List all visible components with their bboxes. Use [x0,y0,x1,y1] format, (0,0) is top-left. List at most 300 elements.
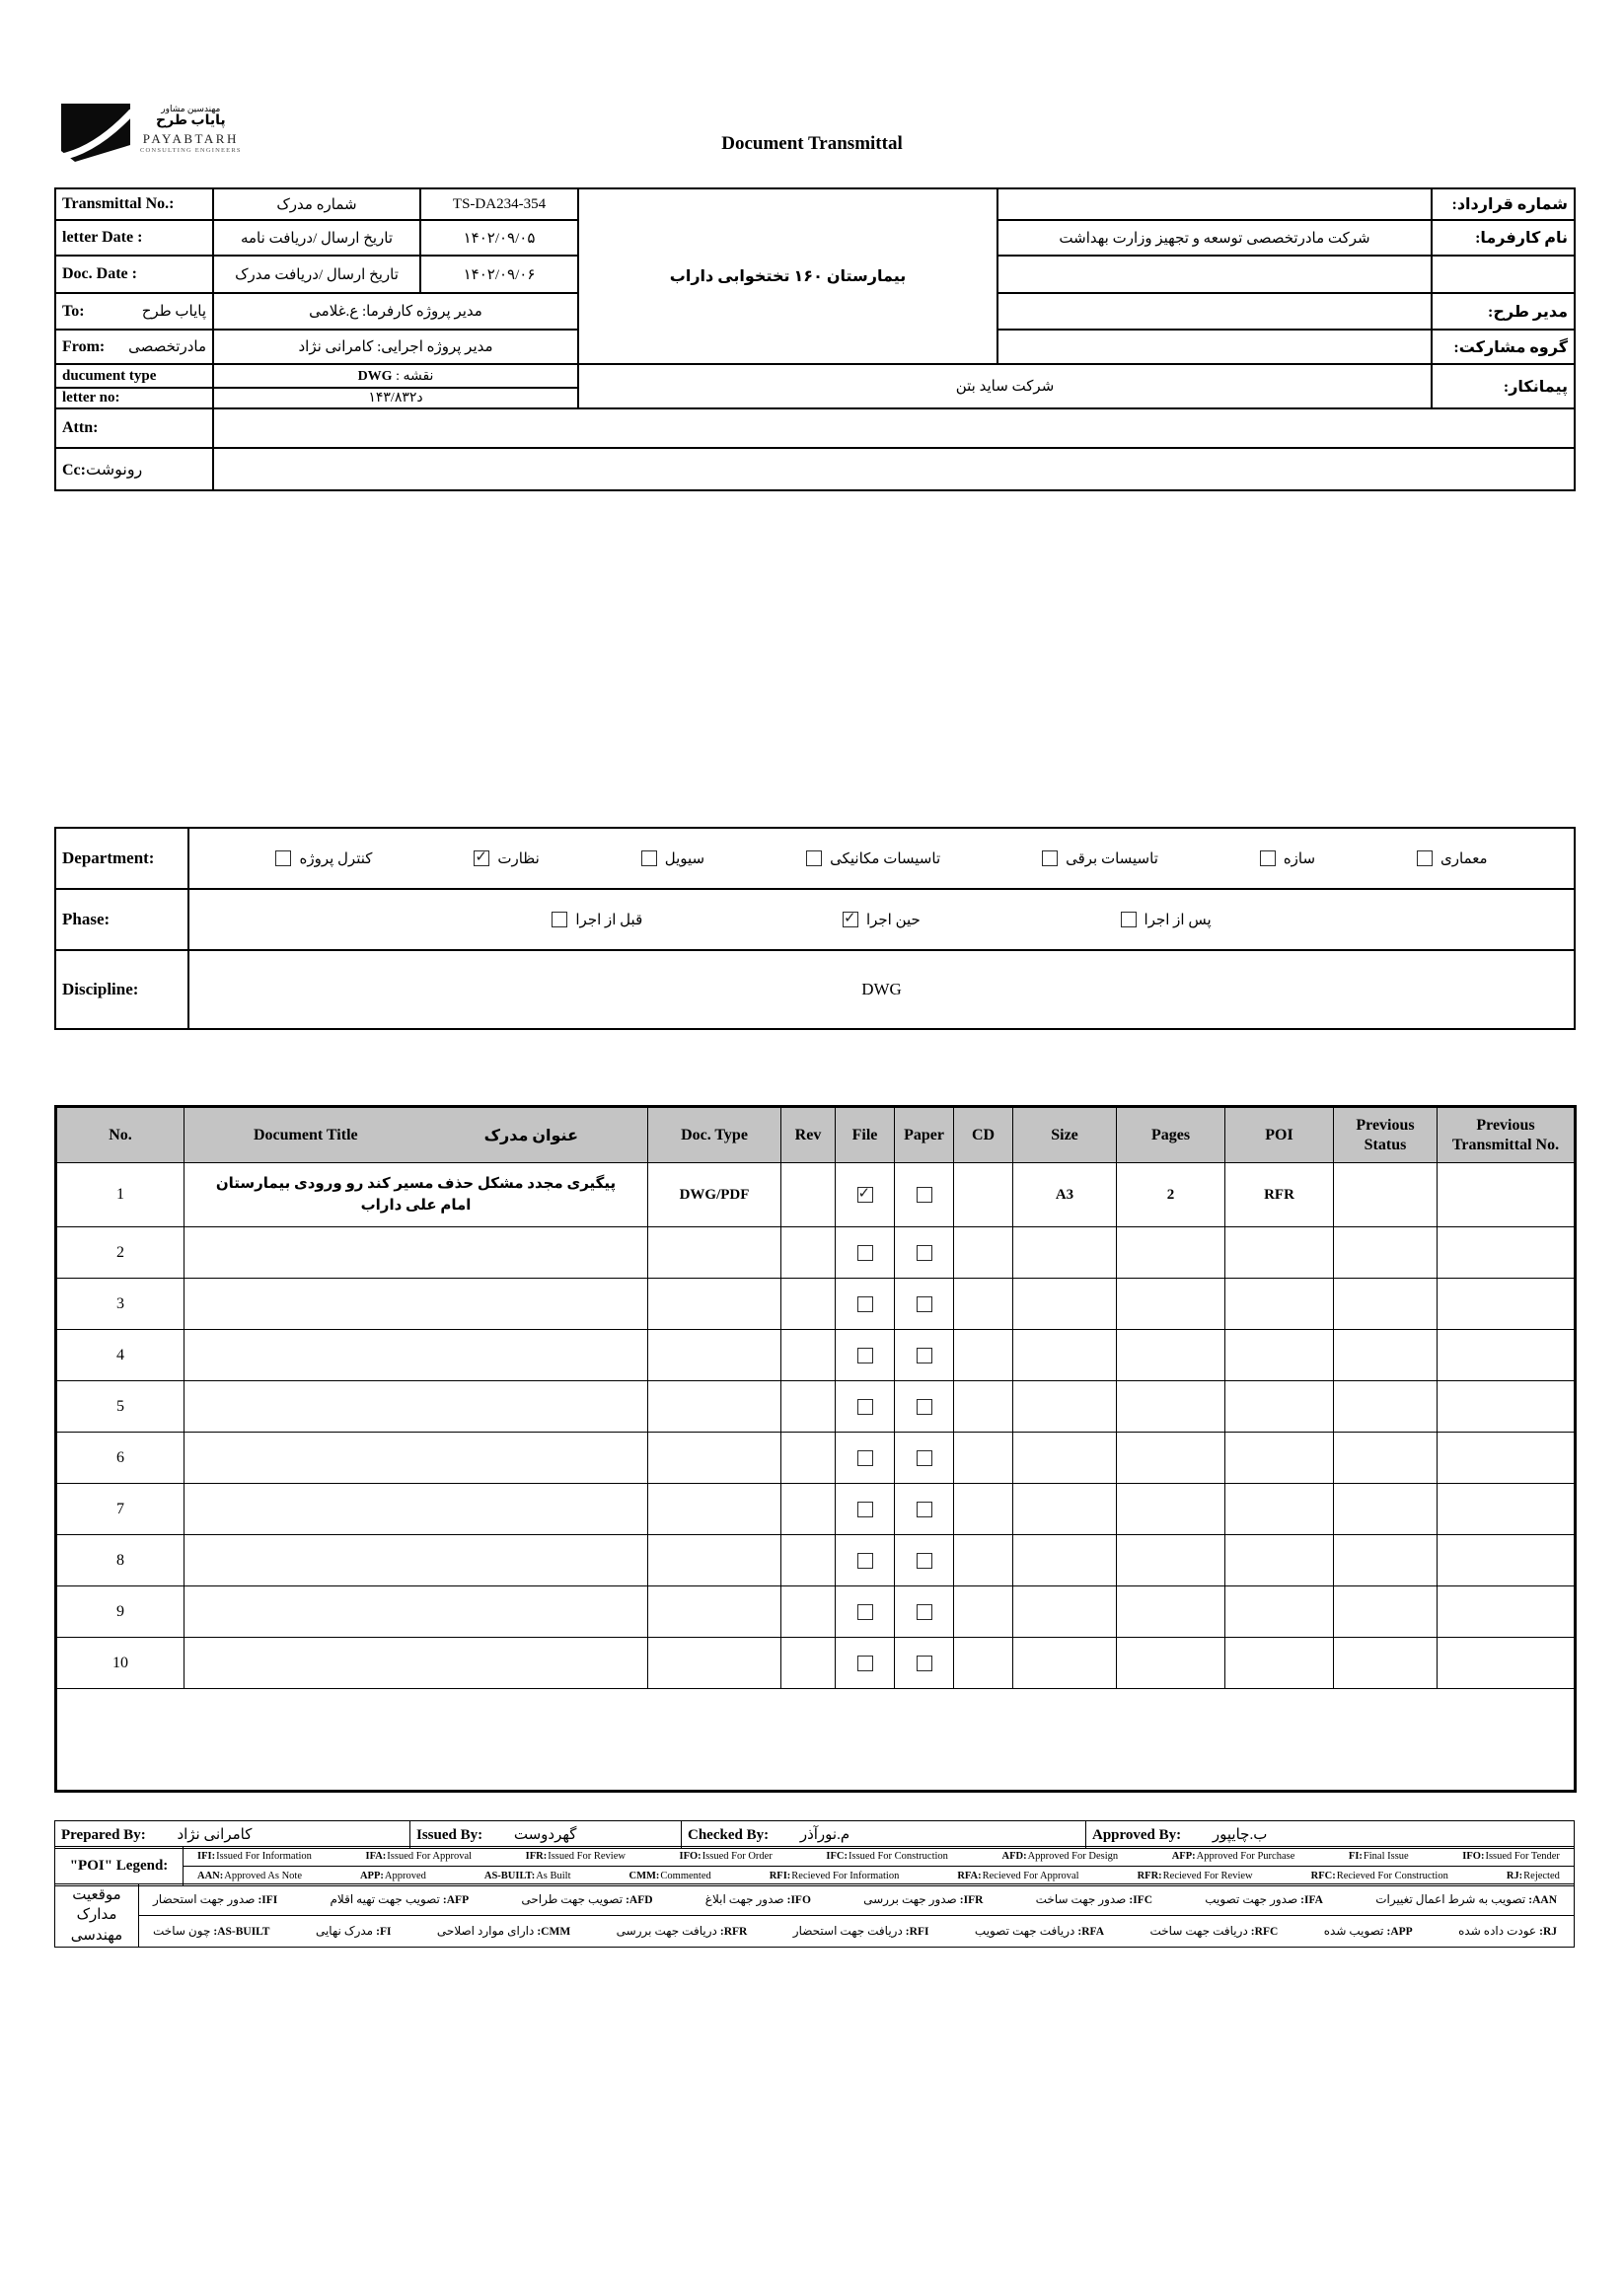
transmittal-no-value: TS-DA234-354 [420,188,578,220]
doc-size [1013,1279,1117,1330]
col-header-pages: Pages [1117,1107,1225,1163]
doc-rev [781,1279,836,1330]
doc-title [185,1279,648,1330]
doc-prev-transmittal [1438,1638,1576,1689]
document-row [56,1330,1576,1381]
cc-fa-label: رونوشت [85,461,143,479]
doc-pages [1117,1227,1225,1279]
doc-prev-status [1334,1163,1438,1227]
paper-checkbox[interactable] [917,1502,932,1517]
doc-prev-transmittal [1438,1433,1576,1484]
department-checkbox[interactable] [1417,850,1433,866]
legend-item: IFO:صدور جهت ابلاغ [704,1891,811,1906]
doc-pages [1117,1381,1225,1433]
doc-no: 7 [56,1484,185,1535]
doc-type [648,1227,781,1279]
legend-item: AAN:تصویب به شرط اعمال تغییرات [1375,1891,1557,1906]
client-pm-label: مدیر پروژه کارفرما: [361,304,482,320]
department-option-label: سیویل [664,850,705,867]
approved-by-value: ب.چایپور [1212,1827,1268,1843]
empty-label-cell [1432,256,1575,293]
doc-poi: RFR [1225,1163,1334,1227]
doc-size [1013,1227,1117,1279]
department-option [275,849,372,868]
paper-checkbox[interactable] [917,1604,932,1620]
approved-by-cell [1086,1821,1575,1849]
fa-legend-label: موقعیت مدارک مهندسی [55,1884,139,1948]
attn-label: Attn: [55,408,213,448]
poi-legend-table [54,1846,1575,1886]
doc-no: 9 [56,1586,185,1638]
legend-item: IFI:Issued For Information [197,1851,312,1862]
doc-paper-cell [895,1586,954,1638]
col-header-size: Size [1013,1107,1117,1163]
file-checkbox[interactable] [857,1348,873,1363]
department-option [1042,849,1158,868]
department-option-label: معماری [1440,850,1488,867]
doc-rev [781,1227,836,1279]
doc-poi [1225,1638,1334,1689]
legend-item: RFC:دریافت جهت ساخت [1149,1923,1279,1938]
client-pm-value: ع.غلامی [309,304,359,320]
legend-item: FI:مدرک نهایی [315,1923,392,1938]
logo-persian-line1: مهندسین مشاور [161,104,221,113]
doc-file-cell [836,1330,895,1381]
from-label: From: [62,337,106,355]
legend-item: RJ:عودت داده شده [1458,1923,1557,1938]
phase-options-cell [188,889,1575,950]
signoff-table [54,1820,1575,1849]
poi-legend-row1 [184,1847,1575,1867]
department-option [641,849,704,868]
doc-paper-cell [895,1227,954,1279]
file-checkbox[interactable] [857,1553,873,1569]
legend-item: AFD:Approved For Design [1001,1851,1119,1862]
col-header-title-fa: عنوان مدرک [483,1127,578,1144]
doc-file-cell [836,1433,895,1484]
phase-option-label: حین اجرا [865,912,921,928]
doc-prev-transmittal [1438,1586,1576,1638]
col-header-prev-status: Previous Status [1334,1107,1438,1163]
legend-item: RFR:Recieved For Review [1137,1871,1253,1881]
doc-title [185,1535,648,1586]
document-row [56,1163,1576,1227]
doc-cd [954,1638,1013,1689]
doc-paper-cell [895,1381,954,1433]
legend-item: RFC:Recieved For Construction [1310,1871,1448,1881]
legend-item: AAN:Approved As Note [197,1871,302,1881]
legend-item: AFP:تصویب جهت تهیه اقلام [330,1891,470,1906]
doc-file-cell [836,1484,895,1535]
doc-prev-status [1334,1638,1438,1689]
doc-prev-status [1334,1586,1438,1638]
file-checkbox[interactable] [857,1604,873,1620]
document-row [56,1279,1576,1330]
doc-paper-cell [895,1433,954,1484]
phase-options [195,911,1568,929]
doc-cd [954,1586,1013,1638]
doc-pages: 2 [1117,1163,1225,1227]
department-option [1260,849,1315,868]
contract-no-label: شماره قرارداد: [1432,188,1575,220]
doc-no: 10 [56,1638,185,1689]
document-type-value: DWG [357,368,393,384]
document-row [56,1227,1576,1279]
col-header-rev: Rev [781,1107,836,1163]
doc-size [1013,1535,1117,1586]
doc-title [185,1484,648,1535]
from-cell [55,330,213,364]
client-name-label: نام کارفرما: [1432,220,1575,256]
doc-type [648,1381,781,1433]
paper-checkbox[interactable] [917,1553,932,1569]
doc-no: 4 [56,1330,185,1381]
doc-rev [781,1433,836,1484]
doc-prev-status [1334,1330,1438,1381]
client-name-value: شرکت مادرتخصصی توسعه و تجهیز وزارت بهداشت [997,220,1432,256]
col-header-paper: Paper [895,1107,954,1163]
legend-item: IFC:Issued For Construction [826,1851,948,1862]
logo-subtitle: CONSULTING ENGINEERS [140,147,242,155]
doc-pages [1117,1638,1225,1689]
doc-no: 8 [56,1535,185,1586]
doc-paper-cell [895,1330,954,1381]
legend-item: RFA:Recieved For Approval [957,1871,1079,1881]
doc-file-cell [836,1586,895,1638]
department-checkbox[interactable] [1042,850,1058,866]
doc-no: 3 [56,1279,185,1330]
department-options-cell [188,828,1575,889]
doc-poi [1225,1484,1334,1535]
document-type-cell [213,364,578,388]
letter-no-value: د۱۴۳/۸۳۲ [213,388,578,408]
doc-cd [954,1381,1013,1433]
doc-prev-transmittal [1438,1330,1576,1381]
doc-file-cell [836,1638,895,1689]
doc-file-cell [836,1163,895,1227]
legend-item: CMM:دارای موارد اصلاحی [436,1923,571,1938]
file-checkbox[interactable] [857,1399,873,1415]
department-checkbox[interactable] [474,850,489,866]
doc-rev [781,1535,836,1586]
doc-title [185,1330,648,1381]
document-row [56,1586,1576,1638]
phase-checkbox[interactable] [843,912,858,927]
file-checkbox[interactable] [857,1656,873,1671]
document-row [56,1638,1576,1689]
legend-item: APP:تصویب شده [1323,1923,1413,1938]
contract-no-value [997,188,1432,220]
doc-poi [1225,1381,1334,1433]
doc-no: 2 [56,1227,185,1279]
paper-checkbox[interactable] [917,1296,932,1312]
doc-prev-status [1334,1433,1438,1484]
paper-checkbox[interactable] [917,1399,932,1415]
paper-checkbox[interactable] [917,1348,932,1363]
doc-title [185,1638,648,1689]
legend-item: RJ:Rejected [1506,1871,1560,1881]
checked-by-cell [682,1821,1086,1849]
doc-title [185,1227,648,1279]
legend-item: IFO:Issued For Tender [1462,1851,1560,1862]
phase-option [843,911,921,929]
doc-cd [954,1227,1013,1279]
doc-prev-status [1334,1279,1438,1330]
doc-poi [1225,1279,1334,1330]
doc-prev-transmittal [1438,1381,1576,1433]
legend-item: RFI:Recieved For Information [769,1871,900,1881]
document-row [56,1381,1576,1433]
doc-date-label: Doc. Date : [55,256,213,293]
col-header-file: File [836,1107,895,1163]
legend-item: IFR:Issued For Review [525,1851,626,1862]
legend-item: RFI:دریافت جهت استحضار [792,1923,929,1938]
paper-checkbox[interactable] [917,1187,932,1203]
doc-type [648,1535,781,1586]
col-header-no: No. [56,1107,185,1163]
doc-pages [1117,1535,1225,1586]
legend-item: IFO:Issued For Order [679,1851,773,1862]
department-label: Department: [55,828,188,889]
discipline-label: Discipline: [55,950,188,1029]
to-cell [55,293,213,330]
phase-option-label: پس از اجرا [1144,912,1212,928]
doc-prev-transmittal [1438,1227,1576,1279]
doc-cd [954,1535,1013,1586]
doc-poi [1225,1586,1334,1638]
doc-cd [954,1330,1013,1381]
doc-type [648,1638,781,1689]
doc-poi [1225,1535,1334,1586]
department-option-label: نظارت [497,850,540,867]
checked-by-label: Checked By: [688,1827,770,1843]
doc-type [648,1433,781,1484]
paper-checkbox[interactable] [917,1450,932,1466]
poi-legend-label: "POI" Legend: [55,1847,184,1886]
doc-poi [1225,1433,1334,1484]
exec-pm-value: کامرانی نژاد [298,339,374,355]
doc-poi [1225,1227,1334,1279]
legend-item: IFC:صدور جهت ساخت [1035,1891,1153,1906]
doc-file-cell [836,1381,895,1433]
project-name: بیمارستان ۱۶۰ تختخوابی داراب [578,188,997,364]
exec-pm-cell [213,330,578,364]
doc-paper-cell [895,1484,954,1535]
doc-title [185,1586,648,1638]
page-title: Document Transmittal [721,133,903,154]
doc-pages [1117,1586,1225,1638]
legend-item: IFA:Issued For Approval [365,1851,473,1862]
legend-item: AS-BUILT:چون ساخت [153,1923,270,1938]
letter-no-label: letter no: [55,388,213,408]
department-option-label: سازه [1283,850,1316,867]
legend-item: IFA:صدور جهت تصویب [1205,1891,1323,1906]
letter-date-label: letter Date : [55,220,213,256]
attn-value [213,408,1575,448]
logo-persian-line2: پایاب طرح [156,113,226,129]
partnership-label: گروه مشارکت: [1432,330,1575,364]
doc-prev-transmittal [1438,1279,1576,1330]
col-header-poi: POI [1225,1107,1334,1163]
department-option [474,849,539,868]
col-header-title-en: Document Title [254,1126,358,1143]
department-options [195,849,1568,868]
doc-file-cell [836,1227,895,1279]
client-pm-cell [213,293,578,330]
to-label: To: [62,302,85,320]
paper-checkbox[interactable] [917,1656,932,1671]
doc-cd [954,1484,1013,1535]
doc-cd [954,1279,1013,1330]
doc-type [648,1484,781,1535]
letter-date-fa-label: تاریخ ارسال /دریافت نامه [213,220,420,256]
legend-item: APP:Approved [359,1871,426,1881]
issued-by-label: Issued By: [416,1827,483,1843]
col-header-doc-type: Doc. Type [648,1107,781,1163]
project-manager-label: مدیر طرح: [1432,293,1575,330]
document-row [56,1535,1576,1586]
doc-pages [1117,1484,1225,1535]
doc-size: A3 [1013,1163,1117,1227]
doc-rev [781,1330,836,1381]
doc-type [648,1586,781,1638]
doc-type [648,1330,781,1381]
cc-label: Cc: [62,461,86,479]
doc-paper-cell [895,1163,954,1227]
doc-rev [781,1381,836,1433]
doc-pages [1117,1433,1225,1484]
file-checkbox[interactable] [857,1245,873,1261]
document-type-fa-label: نقشه : [396,368,434,384]
doc-paper-cell [895,1535,954,1586]
prepared-by-cell [55,1821,410,1849]
doc-date-value: ۱۴۰۲/۰۹/۰۶ [420,256,578,293]
legend-item: IFR:صدور جهت بررسی [863,1891,984,1906]
legend-item: RFA:دریافت جهت تصویب [974,1923,1105,1938]
doc-prev-status [1334,1381,1438,1433]
doc-poi [1225,1330,1334,1381]
doc-size [1013,1586,1117,1638]
file-checkbox[interactable] [857,1450,873,1466]
file-checkbox[interactable] [857,1187,873,1203]
doc-rev [781,1586,836,1638]
doc-no: 5 [56,1381,185,1433]
doc-prev-status [1334,1227,1438,1279]
doc-size [1013,1638,1117,1689]
doc-file-cell [836,1535,895,1586]
department-checkbox[interactable] [806,850,822,866]
doc-title: پیگیری مجدد مشکل حذف مسیر کند رو ورودی بیمارستان امام علی داراب [185,1163,648,1227]
empty-cell [997,256,1432,293]
doc-pages [1117,1330,1225,1381]
legend-item: CMM:Commented [628,1871,711,1881]
doc-pages [1117,1279,1225,1330]
phase-checkbox[interactable] [1121,912,1137,927]
to-value: پایاب طرح [141,304,206,320]
doc-no: 6 [56,1433,185,1484]
doc-cd [954,1163,1013,1227]
col-header-prev-transmittal: Previous Transmittal No. [1438,1107,1576,1163]
from-value: مادرتخصصی [128,339,206,355]
legend-item: FI:Final Issue [1348,1851,1409,1862]
logo-company-name: PAYABTARH [142,131,239,147]
documents-table [54,1105,1577,1793]
fa-legend-table [54,1883,1575,1948]
doc-prev-transmittal [1438,1163,1576,1227]
empty-cell [997,293,1432,330]
doc-type [648,1279,781,1330]
empty-footer-area [56,1689,1576,1792]
phase-option [1121,911,1212,929]
doc-prev-transmittal [1438,1484,1576,1535]
contractor-label: پیمانکار: [1432,364,1575,408]
legend-item: IFI:صدور جهت استحضار [153,1891,278,1906]
legend-item: RFR:دریافت جهت بررسی [616,1923,748,1938]
issued-by-value: گهردوست [513,1827,577,1843]
doc-size [1013,1484,1117,1535]
legend-item: AFP:Approved For Purchase [1171,1851,1295,1862]
department-checkbox[interactable] [1260,850,1276,866]
department-option-label: کنترل پروژه [299,850,373,867]
doc-prev-status [1334,1535,1438,1586]
doc-title [185,1433,648,1484]
department-option [806,849,940,868]
doc-prev-status [1334,1484,1438,1535]
doc-rev [781,1638,836,1689]
phase-label: Phase: [55,889,188,950]
doc-title [185,1381,648,1433]
cc-cell [55,448,213,490]
phase-checkbox[interactable] [552,912,567,927]
fa-legend-row2 [139,1915,1575,1947]
discipline-value: DWG [188,950,1575,1029]
letter-date-value: ۱۴۰۲/۰۹/۰۵ [420,220,578,256]
approved-by-label: Approved By: [1092,1827,1182,1843]
col-header-title [185,1107,648,1163]
doc-prev-transmittal [1438,1535,1576,1586]
exec-pm-label: مدیر پروژه اجرایی: [377,339,493,355]
department-option [1417,849,1488,868]
document-row [56,1433,1576,1484]
legend-item: AFD:تصویب جهت طراحی [521,1891,653,1906]
doc-paper-cell [895,1279,954,1330]
doc-no: 1 [56,1163,185,1227]
doc-rev [781,1484,836,1535]
doc-file-cell [836,1279,895,1330]
issued-by-cell [410,1821,682,1849]
phase-option [552,911,642,929]
transmittal-no-fa-label: شماره مدرک [213,188,420,220]
fa-legend-row1 [139,1884,1575,1916]
phase-option-label: قبل از اجرا [575,912,643,928]
empty-cell [997,330,1432,364]
department-option-label: تاسیسات مکانیکی [830,850,941,867]
contractor-value: شرکت ساید بتن [578,364,1432,408]
transmittal-info-table [54,187,1576,491]
checked-by-value: م.نورآذر [799,1827,850,1843]
department-option-label: تاسیسات برقی [1066,850,1158,867]
classification-table [54,827,1576,1030]
document-row [56,1484,1576,1535]
doc-paper-cell [895,1638,954,1689]
department-checkbox[interactable] [641,850,657,866]
file-checkbox[interactable] [857,1296,873,1312]
doc-size [1013,1330,1117,1381]
doc-size [1013,1381,1117,1433]
paper-checkbox[interactable] [917,1245,932,1261]
file-checkbox[interactable] [857,1502,873,1517]
department-checkbox[interactable] [275,850,291,866]
